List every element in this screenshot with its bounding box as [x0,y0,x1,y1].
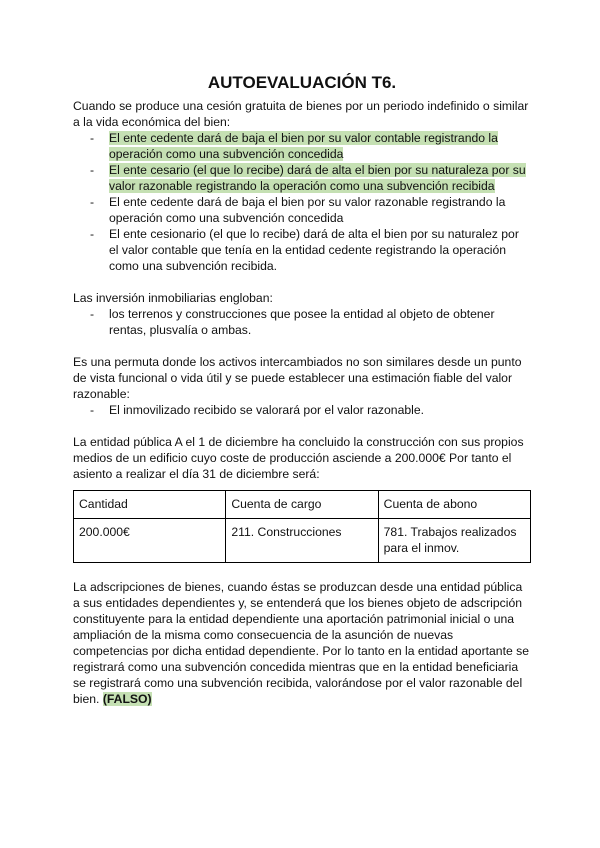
option-item [73,402,531,418]
dash-marker: - [90,403,95,417]
page-title: AUTOEVALUACIÓN T6. [207,73,397,92]
dash-marker: - [90,163,95,177]
table-cell: 781. Trabajos realizados para el inmov. [378,519,530,563]
option-text-highlighted: El ente cesario (el que lo recibe) dará de alta el bien por su naturaleza por su valor razonable registrando la operación como una subvención recibida [109,163,526,193]
question-3-prompt: Es una permuta donde los activos intercambiados no son similares desde un punto de vista funcional o vida útil y se puede establecer una estimación fiable del valor razonable: [73,355,522,401]
question-4-prompt: La entidad pública A el 1 de diciembre ha concluido la construcción con sus propios medios de un edificio cuyo coste de producción asciende a 200.000€ Por tanto el asiento a realizar el día 31 de diciembre será: [73,435,524,481]
spacer [73,338,531,354]
option-text: El ente cesionario (el que lo recibe) dará de alta el bien por su naturalez por el valor contable que tenía en la entidad cedente registrando la operación como una subvención recibida. [109,227,519,273]
option-item [73,162,531,194]
table-header-cell: Cuenta de cargo [226,491,378,519]
option-item [73,130,531,162]
dash-marker: - [90,131,95,145]
answer-badge: (FALSO) [102,692,152,706]
table-header-cell: Cuenta de abono [378,491,530,519]
question-1-prompt: Cuando se produce una cesión gratuita de bienes por un periodo indefinido o similar a la vida económica del bien: [73,99,529,129]
option-item [73,194,531,226]
dash-marker: - [90,227,95,241]
journal-entry-table [73,490,531,563]
option-text: El ente cedente dará de baja el bien por su valor razonable registrando la operación como una subvención concedida [109,195,506,225]
option-item [73,306,531,338]
table-cell: 200.000€ [74,519,226,563]
question-1-options [73,130,531,274]
document-page [73,72,531,707]
dash-marker: - [90,307,95,321]
option-item [73,226,531,274]
table-header-cell: Cantidad [74,491,226,519]
option-text: El inmovilizado recibido se valorará por el valor razonable. [109,403,425,417]
spacer [73,418,531,434]
option-text: los terrenos y construcciones que posee la entidad al objeto de obtener rentas, plusvalía o ambas. [109,307,495,337]
option-text-highlighted: El ente cedente dará de baja el bien por su valor contable registrando la operación como una subvención concedida [109,131,498,161]
question-2-prompt: Las inversión inmobiliarias engloban: [73,291,273,305]
question-3-options [73,402,531,418]
table-header-row [74,491,531,519]
question-5-statement [73,579,531,707]
table-cell: 211. Construcciones [226,519,378,563]
dash-marker: - [90,195,95,209]
statement-text: La adscripciones de bienes, cuando éstas se produzcan desde una entidad pública a sus entidades dependientes y, se entenderá que los bienes objeto de adscripción constituyente para la entidad dependiente una aportación patrimonial inicial o una ampliación de la misma como consecuencia de la asunción de nuevas competencias por dicha entidad dependiente. Por lo tanto en la entidad aportante se registrará como una subvención concedida mientras que en la entidad beneficiaria se registrará como una subvención recibida, valorándose por el valor razonable del bien. [73,580,530,706]
question-2-options [73,306,531,338]
table-row [74,519,531,563]
spacer [73,274,531,290]
